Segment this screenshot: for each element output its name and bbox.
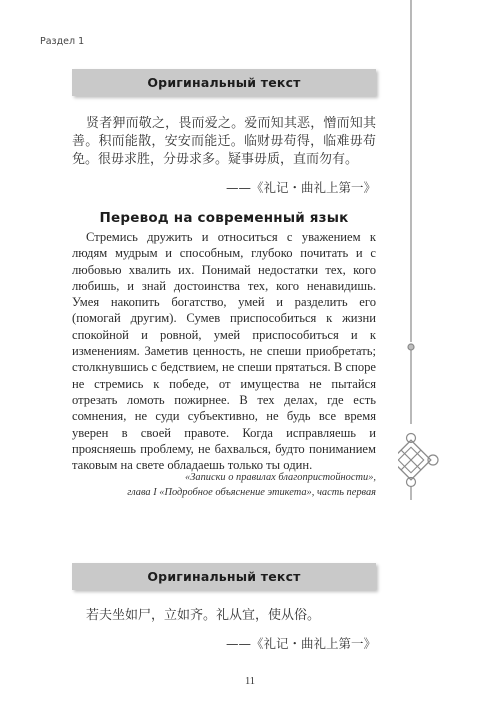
original-text-banner-2 bbox=[72, 563, 376, 590]
banner-title-2: Оригинальный текст bbox=[147, 569, 301, 584]
chinese-original-text: 贤者狎而敬之，畏而爱之。爱而知其恶，憎而知其善。积而能散，安安而能迁。临财毋苟得，临难毋苟免。很毋求胜，分毋求多。疑事毋质，直而勿有。 bbox=[72, 116, 376, 167]
translation-text: Стремись дружить и относиться с уважением к людям мудрым и способным, глубоко почитать и с любовью хвалить их. Понимай недостатки тех, кого любишь, и знай достоинства тех, кого ненавидишь. Умея накопить богатство, умей и разделить его (помогай другим). Сумев приспособиться к жизни спокойной и ровной, умей приспособиться и к изменениям. Заметив ценность, не спеши приобретать; столкнувшись с бедствием, не спеши прятаться. В споре не стремись к победе, от имущества не пытайся отрезать ломоть пожирнее. В тех делах, где есть сомнения, не суди субъективно, не будь все время уверен в своей правоте. Когда исправляешь и проясняешь проблему, не бахвалься, будто пониманием таковым на свете обладаешь только ты один. bbox=[72, 230, 376, 473]
translation-heading: Перевод на современный язык bbox=[99, 210, 349, 226]
chinese-endless-knot-icon bbox=[398, 0, 458, 500]
translation-source bbox=[72, 470, 376, 500]
chinese-original-text-2: 若夫坐如尸，立如齐。礼从宜，使从俗。 bbox=[86, 608, 321, 623]
original-text-banner bbox=[72, 69, 376, 96]
page-number: 11 bbox=[244, 676, 256, 687]
translation-source-line2: глава I «Подробное объяснение этикета», часть первая bbox=[127, 487, 376, 498]
translation-source-line1: «Записки о правилах благопристойности», bbox=[185, 472, 376, 483]
section-label: Раздел 1 bbox=[40, 36, 85, 47]
chinese-source: ——《礼记・曲礼上第一》 bbox=[225, 180, 376, 195]
chinese-source-2: ——《礼记・曲礼上第一》 bbox=[225, 636, 376, 651]
banner-title: Оригинальный текст bbox=[147, 75, 301, 90]
